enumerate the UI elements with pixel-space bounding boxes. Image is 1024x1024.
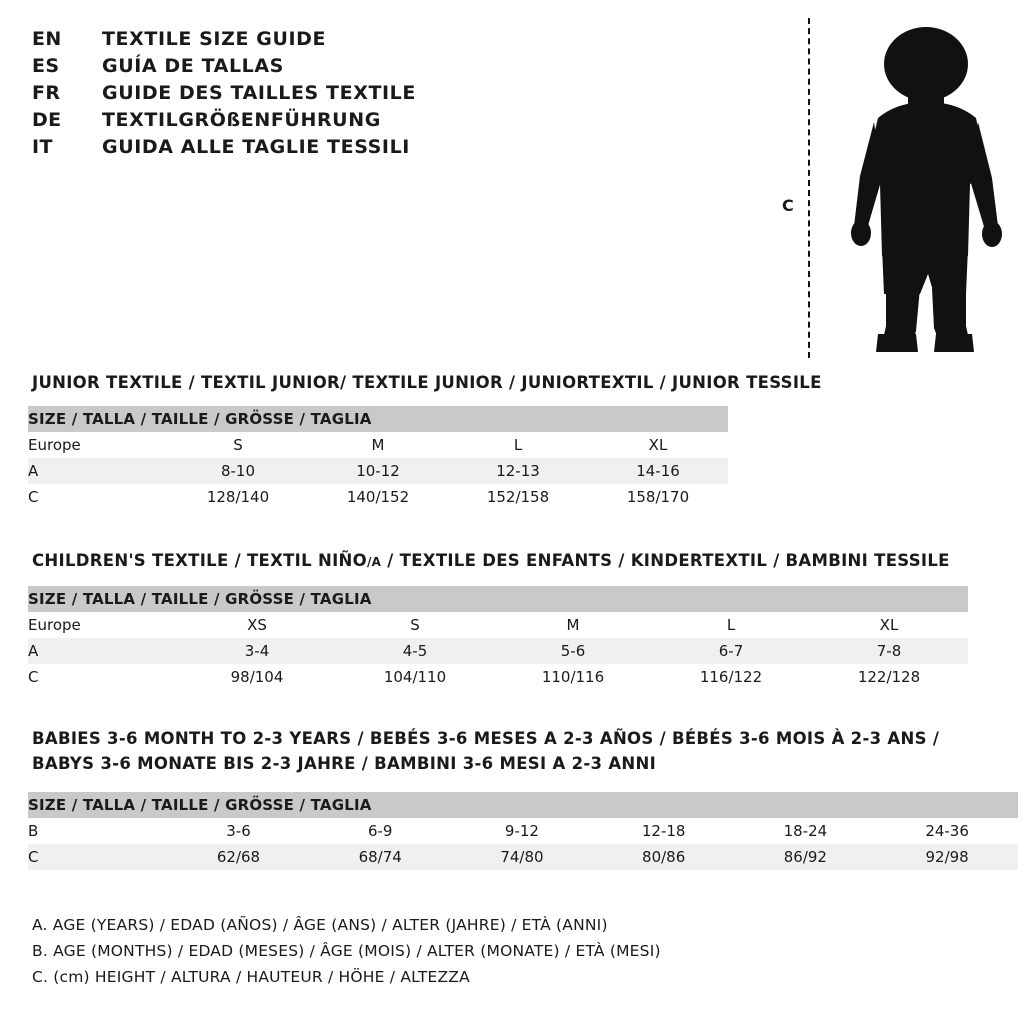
cell: 62/68: [168, 844, 310, 870]
language-title: GUIDA ALLE TAGLIE TESSILI: [102, 136, 410, 158]
table-row: [28, 612, 968, 638]
legend-line-a: A. AGE (YEARS) / EDAD (AÑOS) / ÂGE (ANS) / ALTER (JAHRE) / ETÀ (ANNI): [32, 916, 608, 934]
row-label: C: [28, 844, 168, 870]
height-measure-label: C: [782, 196, 794, 215]
cell: 158/170: [588, 484, 728, 510]
row-label: C: [28, 664, 178, 690]
cell: 128/140: [168, 484, 308, 510]
cell: 92/98: [876, 844, 1018, 870]
section-title-babies-line2: BABYS 3-6 MONATE BIS 2-3 JAHRE / BAMBINI 3-6 MESI A 2-3 ANNI: [32, 754, 657, 773]
language-code: FR: [32, 82, 61, 104]
height-measure-dashed-line: [808, 18, 810, 358]
cell: 3-4: [178, 638, 336, 664]
section-title-children-sub: /A: [366, 555, 382, 569]
section-title-junior: JUNIOR TEXTILE / TEXTIL JUNIOR/ TEXTILE JUNIOR / JUNIORTEXTIL / JUNIOR TESSILE: [32, 373, 822, 392]
cell: 116/122: [652, 664, 810, 690]
cell: 7-8: [810, 638, 968, 664]
cell: 86/92: [735, 844, 877, 870]
language-code: ES: [32, 55, 60, 77]
legend-block: [32, 912, 661, 990]
row-label: B: [28, 818, 168, 844]
section-title-children-post: / TEXTILE DES ENFANTS / KINDERTEXTIL / BAMBINI TESSILE: [381, 551, 950, 570]
table-row: [28, 638, 968, 664]
row-label: C: [28, 484, 168, 510]
table-header-row: [28, 586, 968, 612]
table-row: [28, 484, 728, 510]
child-silhouette-icon: [820, 26, 1010, 356]
children-size-table: [28, 586, 968, 690]
cell: 8-10: [168, 458, 308, 484]
language-row: [32, 28, 732, 50]
language-row: [32, 109, 732, 131]
cell: 5-6: [494, 638, 652, 664]
cell: 98/104: [178, 664, 336, 690]
cell: M: [308, 432, 448, 458]
child-figure-area: [760, 10, 1010, 360]
cell: M: [494, 612, 652, 638]
cell: S: [168, 432, 308, 458]
cell: 14-16: [588, 458, 728, 484]
cell: XL: [810, 612, 968, 638]
section-title-children-pre: CHILDREN'S TEXTILE / TEXTIL NIÑO: [32, 551, 367, 570]
cell: L: [652, 612, 810, 638]
cell: L: [448, 432, 588, 458]
row-label: Europe: [28, 612, 178, 638]
language-row: [32, 55, 732, 77]
junior-size-table: [28, 406, 728, 510]
cell: 140/152: [308, 484, 448, 510]
cell: 68/74: [309, 844, 451, 870]
cell: 122/128: [810, 664, 968, 690]
language-code: EN: [32, 28, 62, 50]
section-title-babies: [32, 726, 939, 776]
cell: 10-12: [308, 458, 448, 484]
language-row: [32, 136, 732, 158]
legend-line-b: B. AGE (MONTHS) / EDAD (MESES) / ÂGE (MOIS) / ALTER (MONATE) / ETÀ (MESI): [32, 942, 661, 960]
table-row: [28, 844, 1018, 870]
cell: XL: [588, 432, 728, 458]
table-header-label: SIZE / TALLA / TAILLE / GRÖSSE / TAGLIA: [28, 792, 1018, 818]
cell: 12-13: [448, 458, 588, 484]
language-code: IT: [32, 136, 53, 158]
language-title: TEXTILGRÖßENFÜHRUNG: [102, 109, 381, 131]
cell: 152/158: [448, 484, 588, 510]
babies-size-table: [28, 792, 1018, 870]
cell: 3-6: [168, 818, 310, 844]
table-header-label: SIZE / TALLA / TAILLE / GRÖSSE / TAGLIA: [28, 586, 968, 612]
language-title: TEXTILE SIZE GUIDE: [102, 28, 327, 50]
legend-line-c: C. (cm) HEIGHT / ALTURA / HAUTEUR / HÖHE / ALTEZZA: [32, 968, 470, 986]
table-header-row: [28, 406, 728, 432]
row-label: A: [28, 638, 178, 664]
cell: 4-5: [336, 638, 494, 664]
language-row: [32, 82, 732, 104]
cell: 74/80: [451, 844, 593, 870]
cell: 6-7: [652, 638, 810, 664]
cell: 12-18: [593, 818, 735, 844]
cell: 9-12: [451, 818, 593, 844]
language-title: GUIDE DES TAILLES TEXTILE: [102, 82, 416, 104]
cell: S: [336, 612, 494, 638]
language-title: GUÍA DE TALLAS: [102, 55, 284, 77]
table-header-row: [28, 792, 1018, 818]
cell: 18-24: [735, 818, 877, 844]
language-title-block: [32, 28, 732, 163]
cell: 80/86: [593, 844, 735, 870]
table-row: [28, 664, 968, 690]
table-row: [28, 818, 1018, 844]
table-row: [28, 458, 728, 484]
section-title-babies-line1: BABIES 3-6 MONTH TO 2-3 YEARS / BEBÉS 3-6 MESES A 2-3 AÑOS / BÉBÉS 3-6 MOIS À 2-3 ANS /: [32, 729, 940, 748]
cell: 24-36: [876, 818, 1018, 844]
table-header-label: SIZE / TALLA / TAILLE / GRÖSSE / TAGLIA: [28, 406, 728, 432]
table-row: [28, 432, 728, 458]
language-code: DE: [32, 109, 62, 131]
row-label: Europe: [28, 432, 168, 458]
cell: 104/110: [336, 664, 494, 690]
cell: XS: [178, 612, 336, 638]
row-label: A: [28, 458, 168, 484]
section-title-children: [32, 548, 950, 575]
cell: 110/116: [494, 664, 652, 690]
cell: 6-9: [309, 818, 451, 844]
